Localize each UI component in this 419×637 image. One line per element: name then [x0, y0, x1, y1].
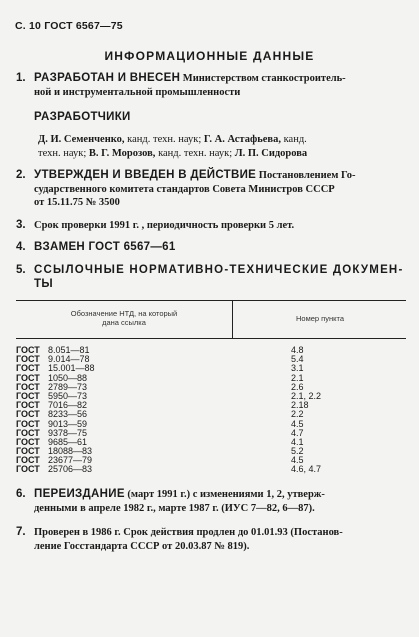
section-2-text-line2: сударственного комитета стандартов Совета Министров СССР [34, 183, 335, 195]
section-3-number: 3. [16, 219, 26, 231]
developer-4: Л. П. Сидорова [234, 148, 308, 159]
row-document-number: 25706—83 [48, 464, 93, 475]
section-4-number: 4. [16, 241, 26, 253]
developer-2: Г. А. Астафьева, [203, 134, 281, 145]
row-gost-label: ГОСТ [16, 418, 40, 429]
row-point-number: 2.6 [291, 381, 304, 392]
developers-list [38, 133, 408, 161]
row-point-number: 4.1 [291, 436, 304, 447]
row-gost-label: ГОСТ [16, 345, 40, 355]
section-5-heading-line1: ССЫЛОЧНЫЕ НОРМАТИВНО-ТЕХНИЧЕСКИЕ ДОКУМЕН- [34, 264, 404, 276]
row-gost-label: ГОСТ [16, 363, 40, 374]
row-gost-label: ГОСТ [16, 455, 40, 466]
page-header: С. 10 ГОСТ 6567—75 [15, 20, 123, 32]
row-document-number: 23677—79 [48, 455, 93, 466]
developers-heading-block [34, 111, 419, 125]
row-gost-label: ГОСТ [16, 354, 40, 365]
section-6-number: 6. [16, 488, 26, 500]
table-header-ntd-line1: Обозначение НТД, на который [70, 309, 178, 318]
section-5 [16, 264, 404, 291]
row-document-number: 5950—73 [48, 390, 88, 401]
row-gost-label: ГОСТ [16, 381, 40, 392]
row-document-number: 8.051—81 [48, 345, 90, 355]
row-point-number: 5.2 [291, 446, 304, 457]
section-3 [16, 219, 404, 233]
section-7 [16, 526, 404, 553]
developer-2-degree-cont: техн. наук; [38, 148, 89, 159]
row-point-number: 2.1 [291, 372, 304, 383]
row-point-number: 2.1, 2.2 [291, 390, 322, 401]
developers-heading: РАЗРАБОТЧИКИ [34, 111, 131, 123]
row-document-number: 9685—61 [48, 436, 88, 447]
row-gost-label: ГОСТ [16, 446, 40, 457]
row-document-number: 9378—75 [48, 427, 88, 438]
row-point-number: 4.8 [291, 345, 304, 355]
section-6 [16, 488, 404, 515]
section-1-text-line1: Министерством станкостроитель- [180, 73, 346, 84]
row-document-number: 15.001—88 [48, 363, 95, 374]
table-column-divider [232, 300, 233, 338]
section-3-text: Срок проверки 1991 г. , периодичность проверки 5 лет. [34, 220, 295, 231]
row-gost-label: ГОСТ [16, 372, 40, 383]
section-1-number: 1. [16, 72, 26, 84]
row-document-number: 7016—82 [48, 400, 88, 411]
table-header-ntd [24, 309, 224, 327]
row-document-number: 9013—59 [48, 418, 88, 429]
row-document-number: 8233—56 [48, 409, 88, 420]
section-2 [16, 169, 404, 210]
section-1 [16, 72, 404, 99]
developer-1-degree: канд. техн. наук; [124, 134, 204, 145]
section-6-text-line1: (март 1991 г.) с изменениями 1, 2, утверж- [124, 489, 325, 500]
row-point-number: 4.5 [291, 418, 304, 429]
section-5-number: 5. [16, 264, 26, 276]
section-6-heading: ПЕРЕИЗДАНИЕ [34, 488, 125, 500]
section-2-text-line1: Постановлением Го- [256, 170, 356, 181]
section-7-text-line2: ление Госстандарта СССР от 20.03.87 № 819). [34, 540, 250, 552]
section-1-heading: РАЗРАБОТАН И ВНЕСЕН [34, 72, 181, 84]
row-point-number: 3.1 [291, 363, 304, 374]
section-2-heading: УТВЕРЖДЕН И ВВЕДЕН В ДЕЙСТВИЕ [34, 169, 257, 181]
row-point-number: 4.7 [291, 427, 304, 438]
row-gost-label: ГОСТ [16, 409, 40, 420]
row-gost-label: ГОСТ [16, 427, 40, 438]
developer-3-degree: канд. техн. наук; [155, 148, 235, 159]
developer-3: В. Г. Морозов, [88, 148, 156, 159]
row-gost-label: ГОСТ [16, 390, 40, 401]
section-7-text-line1: Проверен в 1986 г. Срок действия продлен до 01.01.93 (Постанов- [34, 527, 343, 538]
row-document-number: 1050—88 [48, 372, 88, 383]
row-point-number: 2.2 [291, 409, 304, 420]
row-point-number: 4.5 [291, 455, 304, 466]
section-2-number: 2. [16, 169, 26, 181]
developer-1: Д. И. Семенченко, [38, 134, 125, 145]
row-point-number: 2.18 [291, 400, 309, 411]
table-header-point: Номер пункта [295, 314, 344, 323]
row-gost-label: ГОСТ [16, 464, 40, 475]
table-header-rule [16, 338, 406, 339]
row-point-number: 5.4 [291, 354, 304, 365]
row-point-number: 4.6, 4.7 [291, 464, 322, 475]
row-gost-label: ГОСТ [16, 436, 40, 447]
row-gost-label: ГОСТ [16, 400, 40, 411]
section-6-text-line2: денными в апреле 1982 г., марте 1987 г. (ИУС 7—82, 6—87). [34, 502, 315, 514]
section-5-heading-line2: ТЫ [34, 277, 53, 290]
row-document-number: 18088—83 [48, 446, 93, 457]
row-document-number: 9.014—78 [48, 354, 90, 365]
section-4 [16, 241, 404, 255]
section-4-heading: ВЗАМЕН ГОСТ 6567—61 [34, 241, 176, 253]
row-document-number: 2789—73 [48, 381, 88, 392]
section-1-text-line2: ной и инструментальной промышленности [34, 86, 241, 98]
developer-2-degree: канд. [280, 134, 307, 145]
table-header-ntd-line2: дана ссылка [102, 318, 146, 327]
section-7-number: 7. [16, 526, 26, 538]
table-row [16, 465, 406, 474]
table-top-rule [16, 300, 406, 301]
page-title: ИНФОРМАЦИОННЫЕ ДАННЫЕ [104, 49, 315, 63]
section-2-text-line3: от 15.11.75 № 3500 [34, 197, 120, 208]
table-body [16, 346, 406, 475]
